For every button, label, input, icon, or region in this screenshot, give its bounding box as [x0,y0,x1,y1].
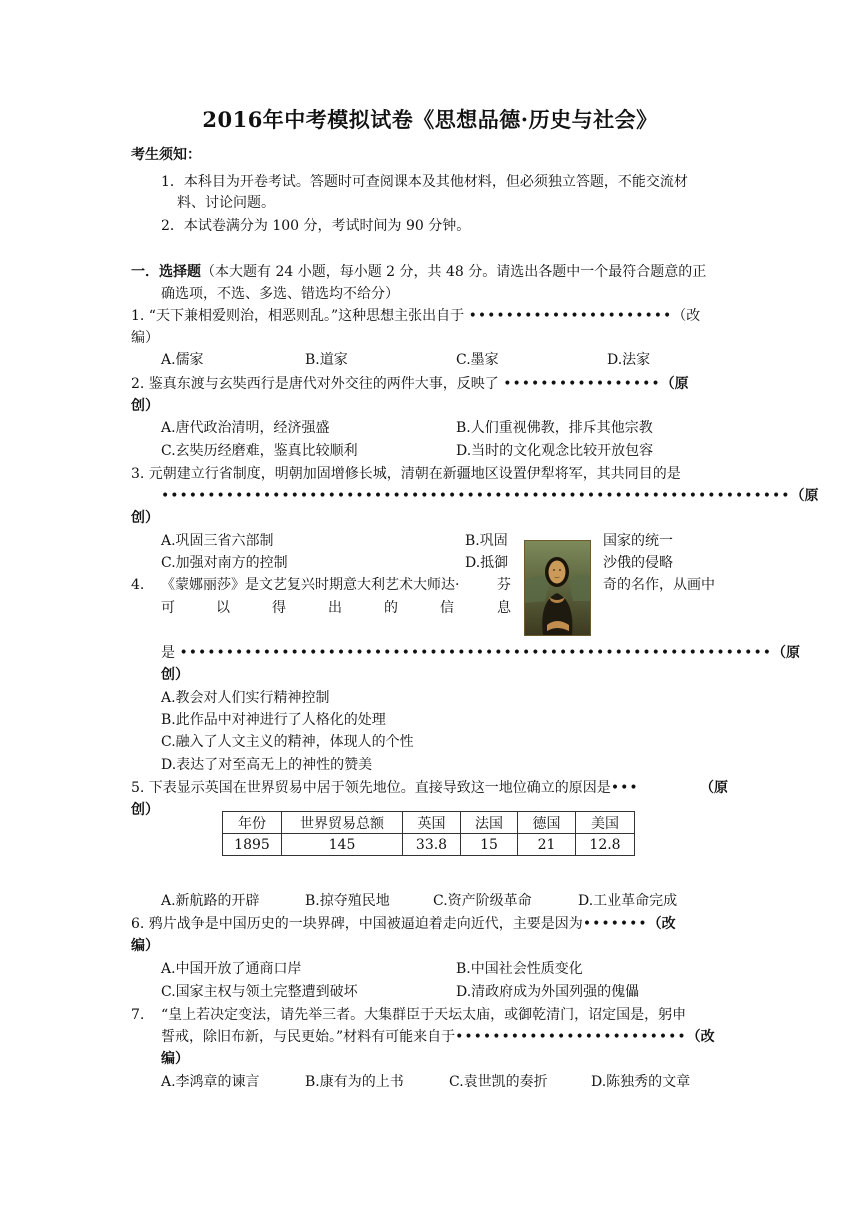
question-4-stem-4: 是 ••••••••••••••••••••••••••••••••••••••••••••••••••••••••••••••••（原 [161,645,800,661]
q4-option-a: A.教会对人们实行精神控制 [161,690,330,706]
mona-lisa-portrait [524,540,591,636]
question-2-tag: 创） [131,398,159,414]
question-1-stem: 1. “天下兼相爱则治，相恶则乱。”这种思想主张出自于 ••••••••••••••••••••••（改 [131,308,701,324]
q1-option-d: D.法家 [607,352,651,368]
question-4-stem-c6: 息 [497,600,511,616]
q6-option-d: D.清政府成为外国列强的傀儡 [456,984,640,1000]
q5-option-d: D.工业革命完成 [578,893,678,909]
q3-option-a: A.巩固三省六部制 [161,533,274,549]
question-4-tag: 创） [161,667,189,683]
q3-option-b: B.巩固 [465,533,508,549]
table-cell: 15 [461,834,518,856]
table-row [223,834,635,856]
table-header-cell: 世界贸易总额 [282,812,403,834]
q4-option-b: B.此作品中对神进行了人格化的处理 [161,712,386,728]
question-3-stem: 3. 元朝建立行省制度，明朝加固增修长城，清朝在新疆地区设置伊犁将军，其共同目的是 [131,466,681,482]
table-cell: 12.8 [576,834,635,856]
notice-heading: 考生须知： [131,147,201,163]
question-5-stem: 5. 下表显示英国在世界贸易中居于领先地位。直接导致这一地位确立的原因是••• [131,780,639,796]
question-4-stem: 《蒙娜丽莎》是文艺复兴时期意大利艺术大师达· [161,577,460,593]
section-heading: 一．选择题（本大题有 24 小题，每小题 2 分，共 48 分。请选出各题中一个最符合题意的正 [131,264,707,280]
q6-option-a: A.中国开放了通商口岸 [161,961,302,977]
q2-option-c: C.玄奘历经磨难，鉴真比较顺利 [161,443,358,459]
q5-option-c: C.资产阶级革命 [433,893,532,909]
q1-option-b: B.道家 [305,352,348,368]
table-header-row [223,812,635,834]
q4-option-d: D.表达了对至高无上的神性的赞美 [161,757,373,773]
question-2-stem: 2. 鉴真东渡与玄奘西行是唐代对外交往的两件大事，反映了 •••••••••••••••••（原 [131,376,689,392]
question-7-stem: “皇上若决定变法，请先举三者。大集群臣于天坛太庙，或御乾清门，诏定国是，躬申 [161,1007,687,1023]
question-1-tag: 编） [131,330,159,346]
question-3-tag: 创） [131,510,159,526]
q2-option-a: A.唐代政治清明，经济强盛 [161,420,330,436]
q3-option-d: D.抵御 [465,555,509,571]
trade-table [222,811,635,856]
q2-option-b: B.人们重视佛教，排斥其他宗教 [456,420,653,436]
q1-option-a: A.儒家 [161,352,204,368]
q3-option-d-cont: 沙俄的侵略 [603,555,673,571]
table-header-cell: 英国 [403,812,461,834]
table-cell: 145 [282,834,403,856]
question-4-stem-c5: 信 [440,600,454,616]
table-header-cell: 法国 [461,812,518,834]
q3-option-c: C.加强对南方的控制 [161,555,288,571]
q3-option-b-cont: 国家的统一 [603,533,673,549]
question-6-stem: 6. 鸦片战争是中国历史的一块界碑，中国被逼迫着走向近代，主要是因为•••••••（改 [131,916,676,932]
table-header-cell: 年份 [223,812,282,834]
question-7-stem-2: 誓戒，除旧布新，与民更始。”材料有可能来自于•••••••••••••••••••••••••（改 [161,1029,715,1045]
question-4-stem-c0: 可 [161,600,175,616]
table-header-cell: 德国 [518,812,576,834]
q6-option-b: B.中国社会性质变化 [456,961,583,977]
question-4-stem-c1: 以 [216,600,230,616]
notice-item-1-cont: 料、讨论问题。 [177,195,275,211]
question-6-tag: 编） [131,938,159,954]
table-cell: 1895 [223,834,282,856]
q7-option-b: B.康有为的上书 [305,1074,404,1090]
page-title: 2016年中考模拟试卷《思想品德·历史与社会》 [202,107,658,132]
mona-lisa-portrait-icon [525,541,590,635]
q7-option-d: D.陈独秀的文章 [591,1074,691,1090]
notice-item-2: 2．本试卷满分为 100 分，考试时间为 90 分钟。 [161,218,471,234]
section-desc: 确选项，不选、多选、错选均不给分） [161,286,399,302]
table-header-cell: 美国 [576,812,635,834]
question-4-number: 4. [131,577,145,593]
q1-option-c: C.墨家 [456,352,499,368]
question-4-stem-3: 奇的名作，从画中 [603,577,715,593]
question-5-tag: （原 [700,780,728,796]
question-3-dots: ••••••••••••••••••••••••••••••••••••••••••••••••••••••••••••••••••••（原 [161,488,819,504]
q2-option-d: D.当时的文化观念比较开放包容 [456,443,654,459]
q5-option-a: A.新航路的开辟 [161,893,260,909]
q7-option-c: C.袁世凯的奏折 [449,1074,548,1090]
table-cell: 21 [518,834,576,856]
question-4-stem-c4: 的 [384,600,398,616]
q6-option-c: C.国家主权与领土完整遭到破坏 [161,984,358,1000]
table-cell: 33.8 [403,834,461,856]
question-4-stem-c3: 出 [328,600,342,616]
question-4-stem-2: 芬 [497,577,511,593]
question-4-stem-c2: 得 [272,600,286,616]
q5-option-b: B.掠夺殖民地 [305,893,390,909]
question-7-tag: 编） [161,1051,189,1067]
notice-item-1: 1．本科目为开卷考试。答题时可查阅课本及其他材料，但必须独立答题，不能交流材 [161,174,688,190]
question-5-tag-2: 创） [131,802,159,818]
question-7-number: 7. [131,1007,145,1023]
q4-option-c: C.融入了人文主义的精神，体现人的个性 [161,734,414,750]
q7-option-a: A.李鸿章的谏言 [161,1074,260,1090]
